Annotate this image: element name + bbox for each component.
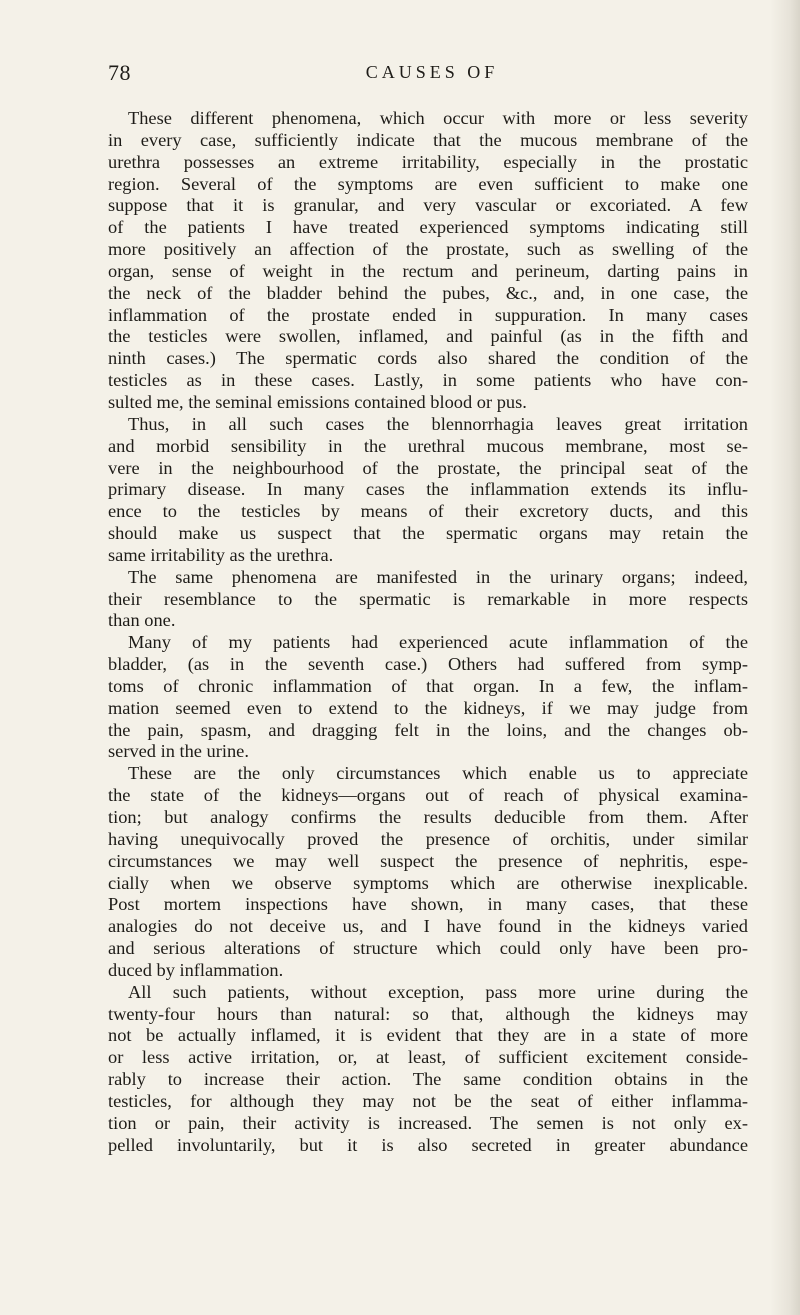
text-line: All such patients, without exception, pass more urine during the	[128, 981, 748, 1002]
running-head	[108, 60, 748, 90]
text-line: Post mortem inspections have shown, in many cases, that these	[108, 894, 748, 915]
text-line: having unequivocally proved the presence of orchitis, under similar	[108, 828, 748, 849]
text-line: the pain, spasm, and dragging felt in the loins, and the changes ob-	[108, 719, 748, 740]
text-line: circumstances we may well suspect the presence of nephritis, espe-	[108, 850, 748, 871]
text-line: or less active irritation, or, at least, of sufficient excitement conside-	[108, 1047, 748, 1068]
text-line: of the patients I have treated experienced symptoms indicating still	[108, 217, 748, 238]
text-line: Many of my patients had experienced acute inflammation of the	[128, 632, 748, 653]
text-line: suppose that it is granular, and very vascular or excoriated. A few	[108, 195, 748, 216]
text-line: urethra possesses an extreme irritability, especially in the prostatic	[108, 151, 748, 172]
text-line: and serious alterations of structure which could only have been pro-	[108, 938, 748, 959]
text-line: in every case, sufficiently indicate that the mucous membrane of the	[108, 129, 748, 150]
text-line: ence to the testicles by means of their excretory ducts, and this	[108, 501, 748, 522]
body-text	[108, 108, 748, 1157]
text-line: pelled involuntarily, but it is also secreted in greater abundance	[108, 1134, 748, 1155]
text-line: tion; but analogy confirms the results deducible from them. After	[108, 807, 748, 827]
text-line: tion or pain, their activity is increased. The semen is not only ex-	[108, 1112, 748, 1133]
text-line: their resemblance to the spermatic is remarkable in more respects	[108, 588, 748, 609]
text-line: toms of chronic inflammation of that organ. In a few, the inflam-	[108, 675, 748, 696]
text-line: ninth cases.) The spermatic cords also shared the condition of the	[108, 348, 748, 369]
page-number: 78	[108, 60, 131, 85]
text-line: the neck of the bladder behind the pubes, &c., and, in one case, the	[108, 282, 748, 303]
text-line: region. Several of the symptoms are even sufficient to make one	[108, 173, 748, 194]
text-line: testicles, for although they may not be the seat of either inflamma-	[108, 1090, 748, 1111]
text-line: The same phenomena are manifested in the urinary organs; indeed,	[128, 566, 748, 587]
text-line: the state of the kidneys—organs out of reach of physical examina-	[108, 785, 748, 806]
text-line: same irritability as the urethra.	[108, 544, 334, 565]
text-line: than one.	[108, 610, 176, 631]
text-line: analogies do not deceive us, and I have found in the kidneys varied	[108, 916, 748, 937]
text-line: Thus, in all such cases the blennorrhagia leaves great irritation	[128, 413, 748, 434]
text-line: should make us suspect that the spermatic organs may retain the	[108, 523, 748, 544]
text-line: bladder, (as in the seventh case.) Others had suffered from symp-	[108, 654, 748, 675]
text-line: the testicles were swollen, inflamed, and painful (as in the fifth and	[108, 326, 748, 347]
text-line: inflammation of the prostate ended in suppuration. In many cases	[108, 304, 748, 325]
text-line: primary disease. In many cases the inflammation extends its influ-	[108, 479, 748, 500]
text-line: mation seemed even to extend to the kidneys, if we may judge from	[108, 697, 748, 718]
text-line: served in the urine.	[108, 741, 249, 762]
text-line: testicles as in these cases. Lastly, in some patients who have con-	[108, 370, 748, 391]
text-line: twenty-four hours than natural: so that, although the kidneys may	[108, 1003, 748, 1024]
text-line: These different phenomena, which occur with more or less severity	[128, 108, 748, 128]
text-line: sulted me, the seminal emissions contained blood or pus.	[108, 391, 527, 412]
text-line: more positively an affection of the prostate, such as swelling of the	[108, 239, 748, 260]
text-line: rably to increase their action. The same condition obtains in the	[108, 1069, 748, 1090]
text-line: cially when we observe symptoms which are otherwise inexplicable.	[108, 872, 748, 893]
running-head-title: CAUSES OF	[365, 62, 499, 82]
text-line: These are the only circumstances which enable us to appreciate	[128, 763, 748, 784]
text-line: not be actually inflamed, it is evident that they are in a state of more	[108, 1025, 748, 1046]
text-line: vere in the neighbourhood of the prostate, the principal seat of the	[108, 457, 748, 478]
text-line: and morbid sensibility in the urethral mucous membrane, most se-	[108, 435, 748, 456]
text-line: organ, sense of weight in the rectum and perineum, darting pains in	[108, 260, 748, 281]
text-line: duced by inflammation.	[108, 959, 284, 980]
